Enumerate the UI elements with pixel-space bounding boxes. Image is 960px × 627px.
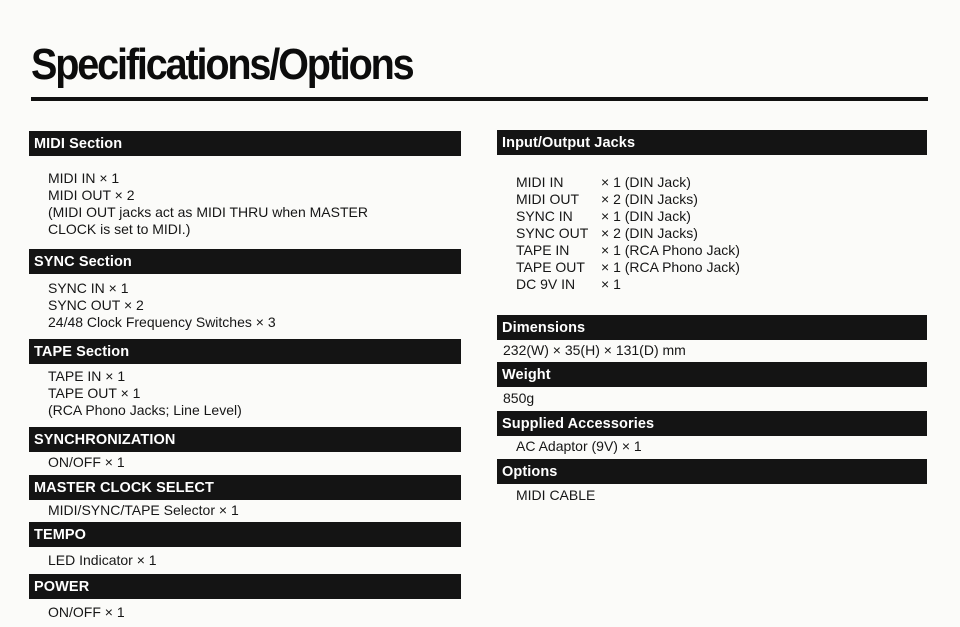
jack-name: DC 9V IN xyxy=(516,276,576,292)
spec-line: (MIDI OUT jacks act as MIDI THRU when MASTER xyxy=(48,204,368,220)
spec-line: MIDI/SYNC/TAPE Selector × 1 xyxy=(48,502,239,518)
jack-value: × 1 (DIN Jack) xyxy=(601,174,691,190)
spec-line: 24/48 Clock Frequency Switches × 3 xyxy=(48,314,276,330)
right-column xyxy=(497,130,927,504)
section-heading: TEMPO xyxy=(29,522,461,547)
jack-name: TAPE OUT xyxy=(516,259,585,275)
section-heading: Dimensions xyxy=(497,315,927,340)
jack-value: × 1 (RCA Phono Jack) xyxy=(601,242,740,258)
jack-name: TAPE IN xyxy=(516,242,570,258)
section-heading: MIDI Section xyxy=(29,131,461,156)
io-jacks-section xyxy=(497,130,927,293)
spec-line: SYNC IN × 1 xyxy=(48,280,129,296)
spec-line: CLOCK is set to MIDI.) xyxy=(48,221,191,237)
title-rule xyxy=(31,97,928,101)
jack-value: × 1 (DIN Jack) xyxy=(601,208,691,224)
synchronization-section xyxy=(29,427,461,471)
spec-line: MIDI IN × 1 xyxy=(48,170,120,186)
jack-row xyxy=(497,259,927,276)
section-heading: MASTER CLOCK SELECT xyxy=(29,475,461,500)
spec-line: 232(W) × 35(H) × 131(D) mm xyxy=(503,342,686,358)
spec-line: (RCA Phono Jacks; Line Level) xyxy=(48,402,242,418)
jack-row xyxy=(497,225,927,242)
jack-name: SYNC IN xyxy=(516,208,573,224)
spec-line: MIDI CABLE xyxy=(516,487,596,503)
supplied-accessories-section xyxy=(497,411,927,455)
left-column xyxy=(29,131,461,621)
jack-value: × 2 (DIN Jacks) xyxy=(601,191,698,207)
jack-name: MIDI IN xyxy=(516,174,564,190)
spec-line: ON/OFF × 1 xyxy=(48,604,125,620)
midi-section xyxy=(29,131,461,238)
spec-line: 850g xyxy=(503,390,535,406)
jack-row xyxy=(497,208,927,225)
jack-value: × 1 xyxy=(601,276,621,292)
spec-line: TAPE IN × 1 xyxy=(48,368,126,384)
jack-value: × 1 (RCA Phono Jack) xyxy=(601,259,740,275)
section-heading: Weight xyxy=(497,362,927,387)
jack-row xyxy=(497,242,927,259)
options-section xyxy=(497,459,927,504)
jack-row xyxy=(497,276,927,293)
section-heading: SYNCHRONIZATION xyxy=(29,427,461,452)
jack-name: SYNC OUT xyxy=(516,225,589,241)
power-section xyxy=(29,574,461,621)
tape-section xyxy=(29,339,461,419)
spec-line: ON/OFF × 1 xyxy=(48,454,125,470)
spec-line: MIDI OUT × 2 xyxy=(48,187,135,203)
spec-line: AC Adaptor (9V) × 1 xyxy=(516,438,642,454)
master-clock-select-section xyxy=(29,475,461,519)
spec-line: LED Indicator × 1 xyxy=(48,552,157,568)
section-heading: Options xyxy=(497,459,927,484)
jack-name: MIDI OUT xyxy=(516,191,579,207)
jack-row xyxy=(497,191,927,208)
tempo-section xyxy=(29,522,461,569)
dimensions-section xyxy=(497,315,927,359)
section-heading: Input/Output Jacks xyxy=(497,130,927,155)
section-heading: POWER xyxy=(29,574,461,599)
weight-section xyxy=(497,362,927,407)
section-heading: TAPE Section xyxy=(29,339,461,364)
spec-line: TAPE OUT × 1 xyxy=(48,385,141,401)
jack-value: × 2 (DIN Jacks) xyxy=(601,225,698,241)
sync-section xyxy=(29,249,461,331)
page-title: Specifications/Options xyxy=(31,40,413,89)
section-heading: SYNC Section xyxy=(29,249,461,274)
section-heading: Supplied Accessories xyxy=(497,411,927,436)
jack-row xyxy=(497,174,927,191)
spec-line: SYNC OUT × 2 xyxy=(48,297,144,313)
